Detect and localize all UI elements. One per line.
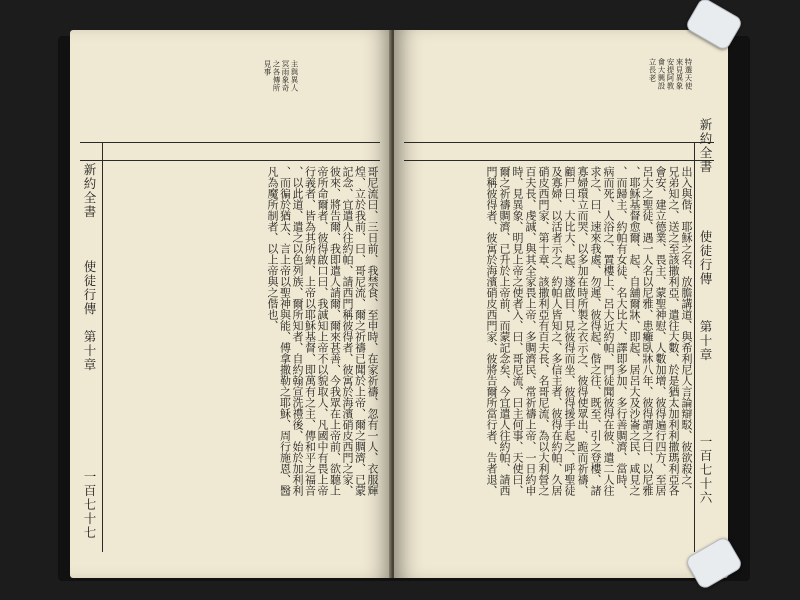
right-text-column-9: 顧尸曰、大比大、起、遂啟目、見彼得而坐、彼得援手起之、呼聖徒 [563, 166, 576, 496]
right-text-column-11: 硝皮西門家、第十章、該撒利亞有百夫長、名哥尼流、為以大利營之 [537, 166, 550, 496]
left-text-column-5: 行義者、皆為其所納、上帝以耶穌基督、即萬有之主、傳和平之福音 [303, 166, 317, 496]
head-note-column-1: 冥雨象奇 [281, 60, 290, 92]
right-text-column-7: 求之、曰、速來我處、勿遲、彼得起、偕之往、既至、引之登樓、諸 [589, 166, 602, 496]
left-text-column-0: 哥尼流曰、三日前、我禁食、至申時、在家祈禱、忽有一人、衣服輝 [366, 166, 379, 496]
right-text-column-3: 呂大之聖徒、遇一人名以尼雅、患癱臥牀八年、彼得謂之曰、以尼雅 [641, 166, 654, 496]
margin-rule [102, 142, 103, 552]
head-note-column-2: 之各傳所 [272, 60, 281, 92]
margin-rule [694, 142, 695, 552]
head-note-column-4: 立長老 [648, 58, 657, 82]
head-note-column-0: 特選天使 [684, 58, 693, 90]
right-text-column-10: 及寡婦、以活者示之、約帕人皆知之、多信主者、彼得在約帕、久居 [550, 166, 563, 496]
right-text-column-5: 、而歸主、約帕有女徒、名大比大、譯即多加、多行善賙濟、當時、 [615, 166, 628, 496]
head-note-column-1: 來見異象 [675, 58, 684, 90]
left-text-column-8: 凡為魔所制者、以上帝與之偕也、 [266, 166, 279, 331]
page-number: 一百七十七 [82, 470, 97, 540]
header-rule [80, 142, 380, 143]
book-title: 使徒行傳 [698, 230, 713, 286]
book-title: 使徒行傳 [82, 260, 97, 316]
chapter-marker: 第十章 [82, 330, 97, 372]
left-text-column-3: 彼來、將告爾、我即遣人請爾、爾來甚善、今我眾在上帝前、欲聽上 [328, 166, 342, 496]
left-text-column-6: 、以此道、遣之以色列族、爾所知者、自約翰宣洗禮後、始於加利利 [291, 166, 304, 496]
left-text-column-1: 煌、立於我前、曰、哥尼流、爾之祈禱已聞於上帝、爾之賙濟、已蒙 [353, 166, 367, 496]
verse-rule [404, 160, 714, 161]
right-text-column-12: 百夫長、虔誠、與其全家畏上帝、多賙濟民、常祈禱上帝、一日約申 [524, 166, 537, 496]
left-text-column-2: 記念、宜遣人往約帕、請西門稱彼得者、彼寓於海濱硝皮西門之家、 [341, 166, 354, 496]
right-text-column-1: 兄弟知之、送之至該撒利亞、遣往大數、於是猶太加利利撒瑪利亞各 [667, 166, 680, 496]
right-text-column-2: 會安、建立德業、畏主、蒙聖神慰、人數加增、彼得遍行四方、至居 [654, 166, 667, 496]
right-text-column-13: 時、見異象、明見上帝之使者入、曰、哥尼流、曰主何事、天使曰、 [511, 166, 524, 496]
head-note-column-2: 安提阿教 [666, 58, 675, 90]
right-text-column-14: 爾之祈禱賙濟、已升於上帝前、而蒙記念矣、今宜遣人往約帕、請西 [498, 166, 511, 496]
running-title: 新約全書 [82, 163, 97, 219]
right-text-column-4: 、耶穌基督愈爾、起、自舖爾牀、即起、居呂大及沙崙之民、咸見之 [628, 166, 641, 496]
header-rule [404, 142, 714, 143]
verse-rule [80, 160, 380, 161]
left-text-column-4: 帝所命爾者、彼得啟口曰、我誠知上帝不以貌取人、凡國中有畏上帝 [316, 166, 329, 496]
right-text-column-8: 寡婦環立而哭、以多加在時所製之衣示之、彼得使眾出、跪而祈禱、 [576, 166, 589, 496]
page-number: 一百七十六 [698, 435, 713, 505]
right-page [394, 30, 728, 578]
running-title: 新約全書 [698, 118, 713, 174]
head-note-column-3: 見事 [263, 60, 272, 76]
right-text-column-15: 門稱彼得者、彼寓於海濱硝皮西門家、彼將告爾所當行者、告者退、 [485, 166, 498, 496]
head-note-column-3: 會大興設 [657, 58, 666, 90]
right-text-column-6: 病而死、人浴之、置樓上、呂大近約帕、門徒聞彼得在彼、遣二人往 [602, 166, 615, 496]
head-note-column-0: 主與異人 [290, 60, 299, 92]
chapter-marker: 第十章 [698, 320, 713, 362]
left-page [70, 30, 392, 578]
right-text-column-0: 出入與偕、耶穌之名、放膽講道、與希利尼人言論辯駁、彼欲殺之、 [680, 166, 693, 496]
left-text-column-7: 、而徧於猶太、言上帝以聖神與能、傅拿撒勒之耶穌、周行施恩、醫 [278, 166, 292, 496]
